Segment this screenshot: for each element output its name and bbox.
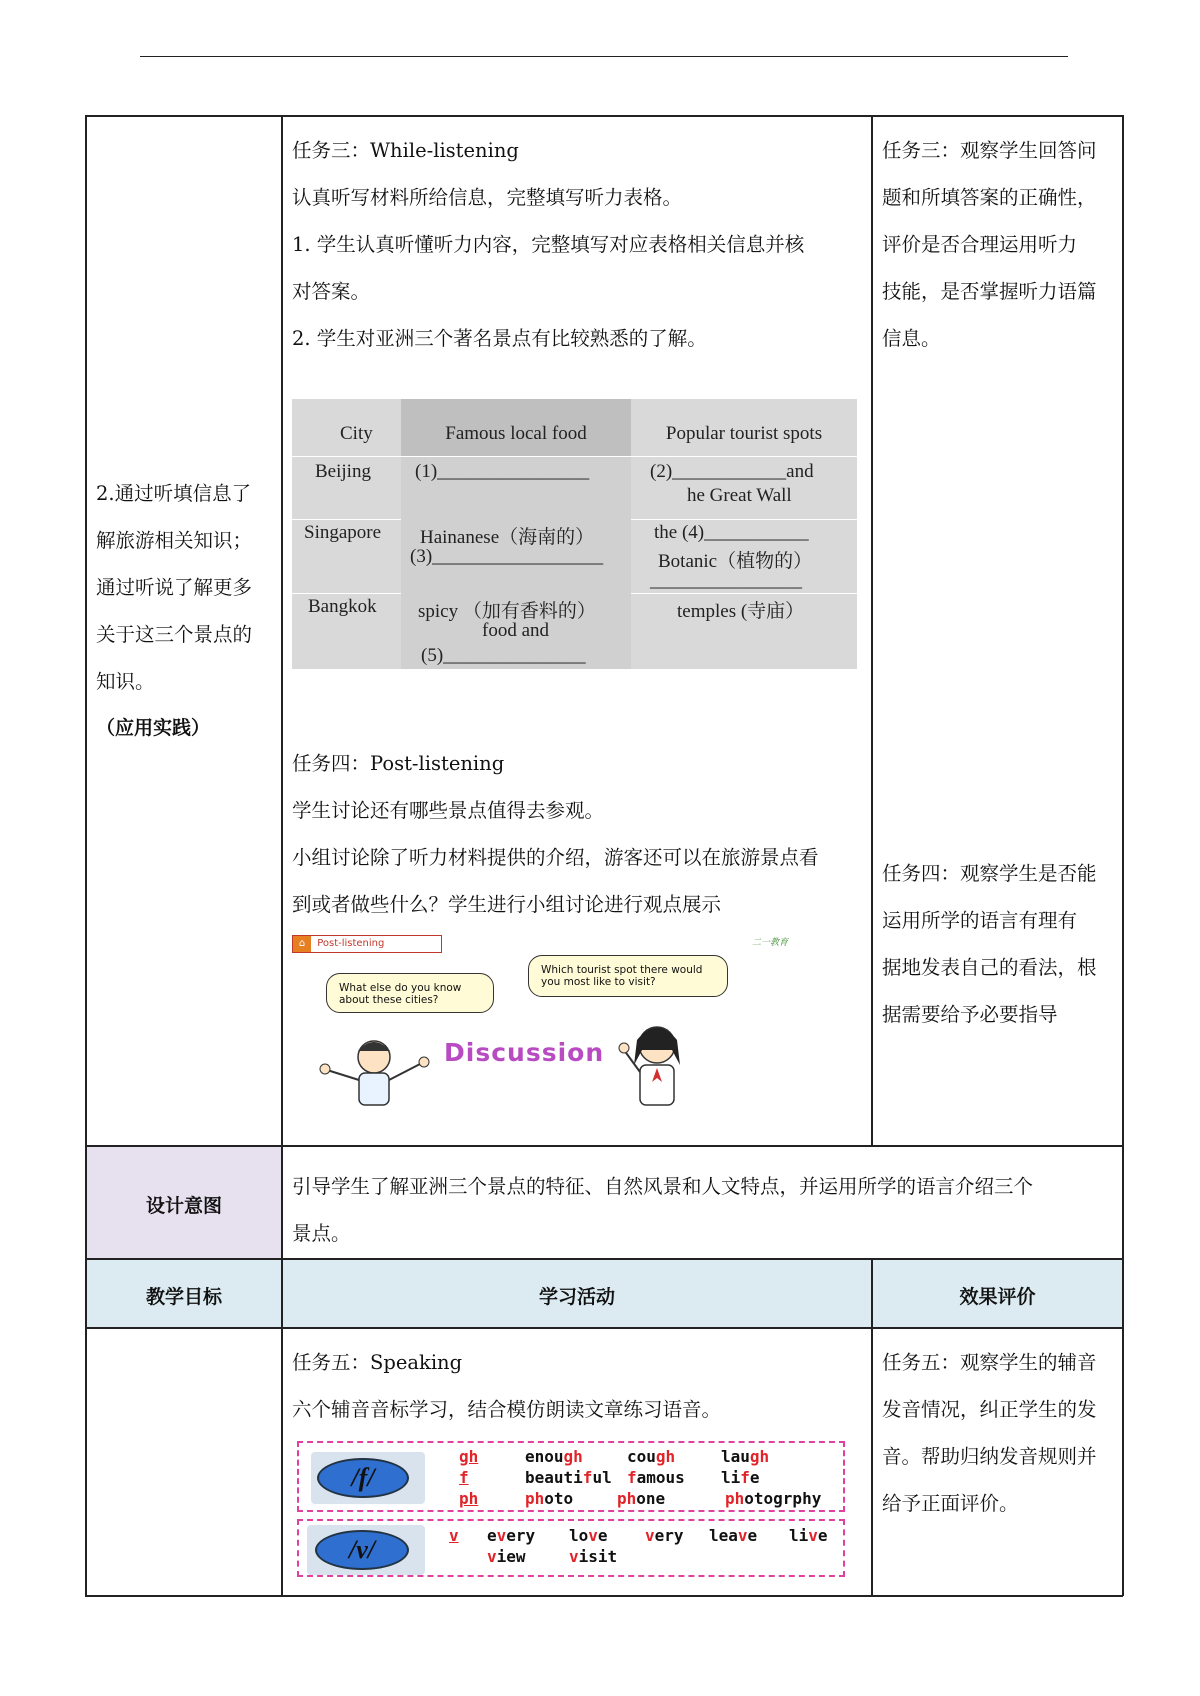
speech-bubble-right: Which tourist spot there would you most like to visit? bbox=[528, 955, 728, 997]
task4-line: 学生讨论还有哪些景点值得去参观。 bbox=[292, 799, 605, 822]
post-listening-tag bbox=[292, 935, 442, 953]
girl-cartoon-icon bbox=[612, 1010, 702, 1115]
task5-line: 六个辅音音标学习，结合模仿朗读文章练习语音。 bbox=[292, 1398, 722, 1421]
discussion-word: Discussion bbox=[444, 1038, 605, 1067]
eval-task3 bbox=[882, 127, 1118, 362]
eval4-line: 任务四：观察学生是否能 bbox=[882, 862, 1097, 885]
listening-table bbox=[292, 399, 857, 669]
task3-line: 对答案。 bbox=[292, 280, 371, 303]
city-cell: Bangkok bbox=[308, 596, 377, 617]
eval3-line: 技能，是否掌握听力语篇 bbox=[882, 280, 1097, 303]
post-listening-label: Post-listening bbox=[317, 938, 385, 949]
goal-line: 解旅游相关知识； bbox=[96, 529, 253, 552]
eval3-line: 任务三：观察学生回答问 bbox=[882, 139, 1097, 162]
spots-cell: the (4)___________ bbox=[654, 522, 809, 543]
row-divider-3 bbox=[85, 1327, 1123, 1329]
phonics-word: every bbox=[487, 1526, 536, 1545]
spots-cell: Botanic（植物的） bbox=[658, 551, 813, 572]
task3-line: 2. 学生对亚洲三个著名景点有比较熟悉的了解。 bbox=[292, 327, 707, 350]
goal-line: 2.通过听填信息了 bbox=[96, 482, 252, 505]
logo: 二一教育 bbox=[752, 938, 789, 948]
goal-cell bbox=[96, 470, 276, 752]
food-cell: (1)________________ bbox=[415, 461, 590, 482]
phonics-word: live bbox=[789, 1526, 828, 1545]
eval5-line: 音。帮助归纳发音规则并 bbox=[882, 1445, 1097, 1468]
goal-line: 通过听说了解更多 bbox=[96, 576, 253, 599]
task5-title: 任务五：Speaking bbox=[292, 1351, 463, 1374]
phonics-word: phone bbox=[617, 1489, 666, 1508]
phonics-word: beautiful bbox=[525, 1468, 612, 1487]
activity-task3 bbox=[292, 127, 867, 362]
eval4-line: 运用所学的语言有理有 bbox=[882, 909, 1078, 932]
phonics-word: famous bbox=[627, 1468, 685, 1487]
city-cell: Beijing bbox=[315, 461, 371, 482]
city-cell: Singapore bbox=[304, 522, 382, 543]
task3-title: 任务三：While-listening bbox=[292, 139, 519, 162]
boy-cartoon-icon bbox=[317, 1035, 432, 1110]
phonics-spelling: gh bbox=[459, 1447, 479, 1466]
header-col-goal: 教学目标 bbox=[87, 1260, 281, 1327]
phonics-spelling: v bbox=[449, 1526, 459, 1545]
eval5-line: 发音情况，纠正学生的发 bbox=[882, 1398, 1097, 1421]
phonics-spelling: ph bbox=[459, 1489, 479, 1508]
table-row bbox=[292, 520, 857, 593]
phonics-f-symbol: /f/ bbox=[317, 1458, 409, 1498]
table-header-spots: Popular tourist spots bbox=[631, 399, 857, 456]
phonics-v-box bbox=[297, 1519, 845, 1577]
table-header-city: City bbox=[292, 399, 401, 456]
phonics-word: life bbox=[721, 1468, 760, 1487]
food-cell: (3)__________________ bbox=[410, 546, 604, 567]
header-col-evaluation: 效果评价 bbox=[873, 1260, 1122, 1327]
phonics-word: love bbox=[569, 1526, 608, 1545]
phonics-word: cough bbox=[627, 1447, 676, 1466]
goal-line: 知识。 bbox=[96, 670, 155, 693]
goal-tag: （应用实践） bbox=[96, 717, 211, 739]
food-cell: Hainanese（海南的） bbox=[420, 527, 595, 548]
spots-cell: (2)____________and bbox=[650, 461, 814, 482]
task4-line: 到或者做些什么？学生进行小组讨论进行观点展示 bbox=[292, 893, 722, 916]
phonics-word: view bbox=[487, 1547, 526, 1566]
eval-task5 bbox=[882, 1339, 1118, 1527]
eval-task4 bbox=[882, 850, 1118, 1038]
phonics-word: laugh bbox=[721, 1447, 770, 1466]
col-divider-2a bbox=[871, 115, 873, 1146]
eval5-line: 任务五：观察学生的辅音 bbox=[882, 1351, 1097, 1374]
task4-title: 任务四：Post-listening bbox=[292, 752, 505, 775]
eval4-line: 据地发表自己的看法，根 bbox=[882, 956, 1097, 979]
spots-cell: he Great Wall bbox=[687, 485, 792, 506]
phonics-f-box bbox=[297, 1441, 845, 1512]
task3-line: 1. 学生认真听懂听力内容，完整填写对应表格相关信息并核 bbox=[292, 233, 805, 256]
phonics-word: visit bbox=[569, 1547, 618, 1566]
table-row bbox=[292, 457, 857, 519]
speech-bubble-left: What else do you know about these cities? bbox=[326, 973, 494, 1013]
table-border-bottom bbox=[85, 1595, 1123, 1597]
design-label: 设计意图 bbox=[145, 1195, 222, 1217]
design-line: 引导学生了解亚洲三个景点的特征、自然风景和人文特点，并运用所学的语言介绍三个 bbox=[292, 1175, 1034, 1198]
table-border-top bbox=[85, 115, 1123, 117]
goal-line: 关于这三个景点的 bbox=[96, 623, 253, 646]
phonics-v-symbol: /v/ bbox=[315, 1530, 409, 1570]
phonics-word: enough bbox=[525, 1447, 583, 1466]
spots-cell: ________________ bbox=[650, 570, 802, 591]
phonics-word: very bbox=[645, 1526, 684, 1545]
table-row bbox=[292, 594, 857, 669]
phonics-word: photogrphy bbox=[725, 1489, 822, 1508]
eval4-line: 据需要给予必要指导 bbox=[882, 1003, 1058, 1026]
discussion-picture bbox=[292, 935, 812, 1115]
page-top-rule bbox=[140, 56, 1068, 57]
table-border-left bbox=[85, 115, 87, 1596]
food-cell: (5)_______________ bbox=[421, 645, 586, 666]
eval3-line: 评价是否合理运用听力 bbox=[882, 233, 1078, 256]
phonics-word: leave bbox=[709, 1526, 758, 1545]
eval3-line: 题和所填答案的正确性， bbox=[882, 186, 1097, 209]
activity-task4 bbox=[292, 740, 867, 928]
table-border-right bbox=[1122, 115, 1124, 1596]
eval5-line: 给予正面评价。 bbox=[882, 1492, 1019, 1515]
design-label-cell bbox=[87, 1147, 281, 1258]
task3-line: 认真听写材料所给信息，完整填写听力表格。 bbox=[292, 186, 683, 209]
food-cell: food and bbox=[482, 620, 550, 641]
design-text bbox=[292, 1163, 1118, 1257]
task4-line: 小组讨论除了听力材料提供的介绍，游客还可以在旅游景点看 bbox=[292, 846, 819, 869]
home-icon: ⌂ bbox=[293, 936, 311, 952]
activity-task5 bbox=[292, 1339, 867, 1433]
header-col-activity: 学习活动 bbox=[283, 1260, 871, 1327]
design-line: 景点。 bbox=[292, 1222, 351, 1245]
spots-cell: temples (寺庙） bbox=[677, 601, 805, 622]
food-cell: spicy （加有香料的） bbox=[418, 601, 596, 622]
col-divider-1 bbox=[281, 115, 283, 1596]
eval3-line: 信息。 bbox=[882, 327, 941, 350]
phonics-word: photo bbox=[525, 1489, 574, 1508]
table-header-food: Famous local food bbox=[401, 399, 631, 456]
phonics-spelling: f bbox=[459, 1468, 469, 1487]
